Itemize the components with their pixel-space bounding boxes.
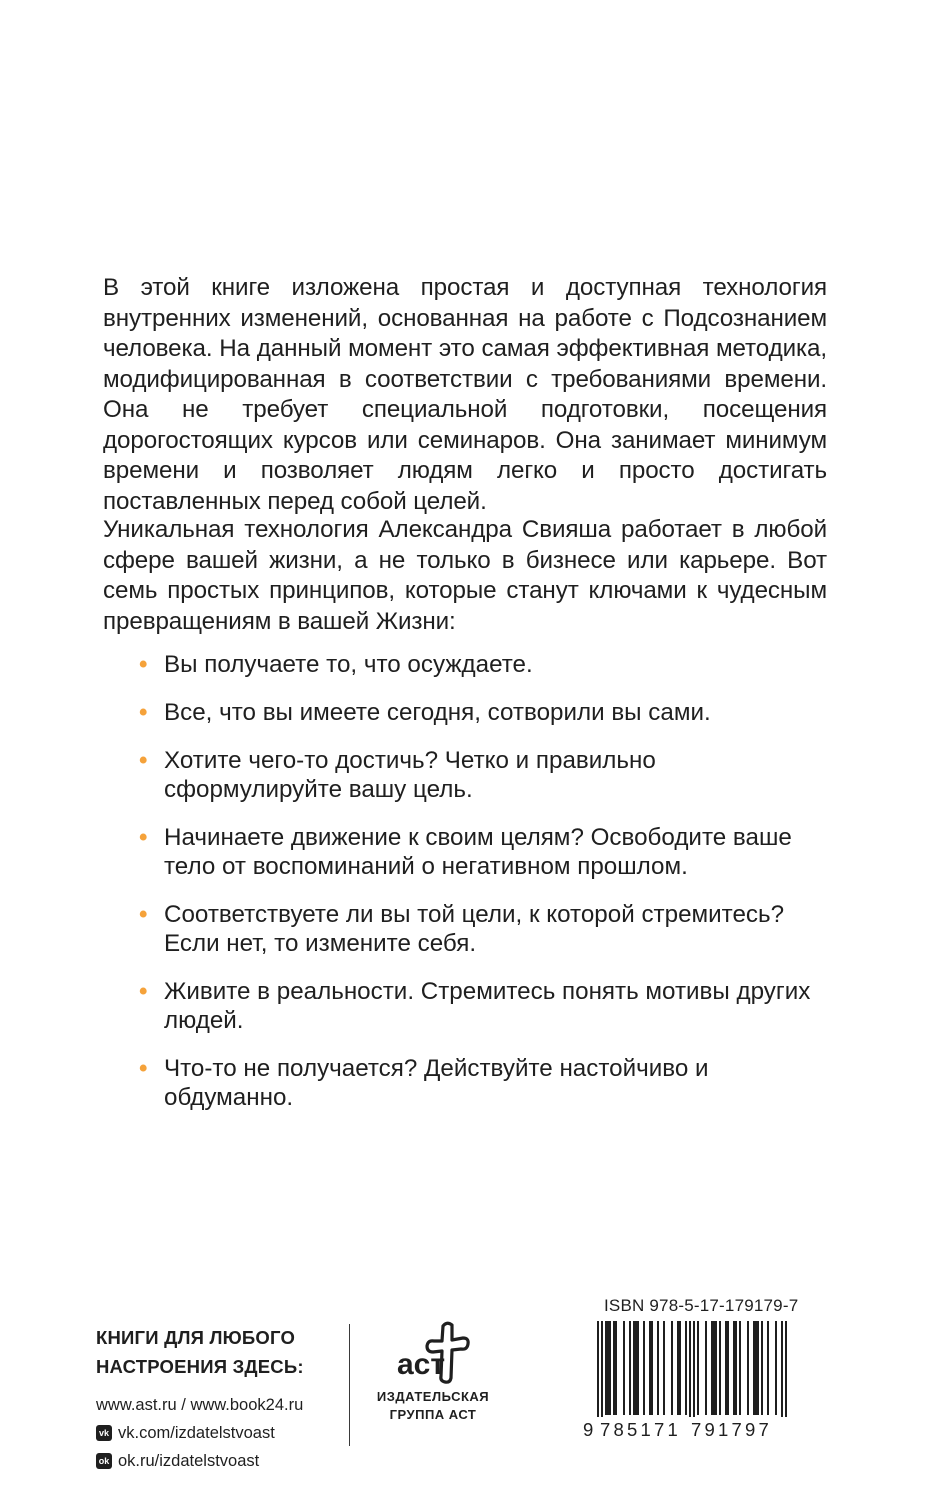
principle-item (139, 977, 839, 1035)
publisher-name (366, 1388, 500, 1424)
ast-logo-text: аст (397, 1348, 446, 1381)
barcode-bar (767, 1321, 769, 1415)
ok-text[interactable]: ok.ru/izdatelstvoast (118, 1452, 260, 1470)
barcode-digits-right: 791797 (691, 1419, 772, 1440)
barcode-bar (747, 1321, 749, 1415)
vk-link[interactable] (96, 1419, 346, 1447)
barcode-bar (755, 1321, 757, 1415)
odnoklassniki-icon: ok (96, 1453, 112, 1469)
principle-item (139, 746, 839, 804)
barcode-bar (775, 1321, 777, 1415)
barcode-bar (643, 1321, 645, 1415)
barcode-bar (727, 1321, 729, 1415)
vk-text[interactable]: vk.com/izdatelstvoast (118, 1424, 275, 1442)
ast-logo-icon (383, 1320, 483, 1386)
barcode-digits-left: 785171 (600, 1419, 681, 1440)
barcode-bar (711, 1321, 713, 1415)
bullet-icon: • (139, 699, 148, 726)
ok-link[interactable] (96, 1447, 346, 1475)
barcode-bar (689, 1321, 691, 1417)
barcode-bar (753, 1321, 755, 1415)
publisher-name-line1: ИЗДАТЕЛЬСКАЯ (376, 1389, 490, 1404)
footer-heading (96, 1323, 346, 1381)
barcode-bar (725, 1321, 727, 1415)
barcode-bar (693, 1321, 695, 1417)
barcode-bar (671, 1321, 673, 1415)
barcode-bar (785, 1321, 787, 1417)
barcode-bar (649, 1321, 651, 1415)
barcode-digit-first: 9 (583, 1419, 597, 1440)
footer-links (96, 1391, 346, 1475)
principle-item (139, 1054, 839, 1112)
barcode-bar (679, 1321, 681, 1415)
bullet-icon: • (139, 978, 148, 1005)
barcode-bar (635, 1321, 637, 1415)
barcode-bar (697, 1321, 699, 1415)
barcode-bar (761, 1321, 763, 1415)
publisher-block (366, 1320, 500, 1424)
barcode-bar (605, 1321, 607, 1415)
principle-text: Хотите чего-то достичь? Четко и правильно сформулируйте вашу цель. (164, 747, 656, 803)
barcode-digits (583, 1417, 787, 1442)
barcode-bar (733, 1321, 735, 1415)
barcode-bar (601, 1321, 603, 1417)
barcode-bar (715, 1321, 717, 1415)
principle-item (139, 650, 839, 679)
barcode-bar (757, 1321, 759, 1415)
bullet-icon: • (139, 901, 148, 928)
barcode-bar (597, 1321, 599, 1417)
barcode-bar (637, 1321, 639, 1415)
websites-text[interactable]: www.ast.ru / www.book24.ru (96, 1396, 304, 1414)
bullet-icon: • (139, 1055, 148, 1082)
barcode-bar (713, 1321, 715, 1415)
principle-item (139, 698, 839, 727)
principle-text: Что-то не получается? Действуйте настойчиво и обдуманно. (164, 1055, 709, 1111)
publisher-name-line2: ГРУППА АСТ (389, 1407, 477, 1422)
vk-icon: vk (96, 1425, 112, 1441)
intro-paragraph-1: В этой книге изложена простая и доступная технология внутренних изменений, основанная на работе с Подсознанием человека. На данный момент это самая эффективная методика, модифицированная в соответствии с требованиями времени. Она не требует специальной подготовки, посещения дорогостоящих курсов или семинаров. Она занимает минимум времени и позволяет людям легко и просто достигать поставленных перед собой целей. (103, 274, 827, 515)
barcode-bar (739, 1321, 741, 1415)
barcode-bar (607, 1321, 609, 1415)
barcode-bar (629, 1321, 631, 1415)
barcode-bars (583, 1321, 787, 1417)
principle-text: Вы получаете то, что осуждаете. (164, 651, 533, 678)
barcode-bar (657, 1321, 659, 1415)
principle-item (139, 823, 839, 881)
intro-paragraph-2: Уникальная технология Александра Свияша работает в любой сфере вашей жизни, а не только в бизнесе или карьере. Вот семь простых принципов, которые станут ключами к чудесным превращениям в вашей Жизни: (103, 516, 827, 635)
footer-divider (349, 1324, 350, 1446)
barcode-bar (651, 1321, 653, 1415)
barcode-bar (663, 1321, 665, 1415)
principle-item (139, 900, 839, 958)
principle-text: Живите в реальности. Стремитесь понять мотивы других людей. (164, 978, 811, 1034)
barcode-bar (609, 1321, 611, 1415)
principle-text: Соответствуете ли вы той цели, к которой стремитесь? Если нет, то измените себя. (164, 901, 785, 957)
barcode-bar (677, 1321, 679, 1415)
barcode-bar (705, 1321, 707, 1415)
bullet-icon: • (139, 651, 148, 678)
barcode-bar (735, 1321, 737, 1415)
barcode-bar (633, 1321, 635, 1415)
bullet-icon: • (139, 747, 148, 774)
footer-links-block (96, 1323, 346, 1475)
barcode-bar (685, 1321, 687, 1415)
barcode-bar (613, 1321, 615, 1415)
principles-list (139, 650, 839, 1131)
websites-link[interactable] (96, 1391, 346, 1419)
barcode-bar (615, 1321, 617, 1415)
isbn-barcode (583, 1321, 787, 1442)
principle-text: Все, что вы имеете сегодня, сотворили вы сами. (164, 699, 711, 726)
bullet-icon: • (139, 824, 148, 851)
barcode-bar (719, 1321, 721, 1415)
barcode-bar (781, 1321, 783, 1417)
barcode-bar (623, 1321, 625, 1415)
footer-heading-line2: НАСТРОЕНИЯ ЗДЕСЬ: (96, 1356, 304, 1377)
footer-heading-line1: КНИГИ ДЛЯ ЛЮБОГО (96, 1327, 296, 1348)
principle-text: Начинаете движение к своим целям? Освободите ваше тело от воспоминаний о негативном прошлом. (164, 824, 792, 880)
isbn-label: ISBN 978-5-17-179179-7 (604, 1296, 799, 1315)
